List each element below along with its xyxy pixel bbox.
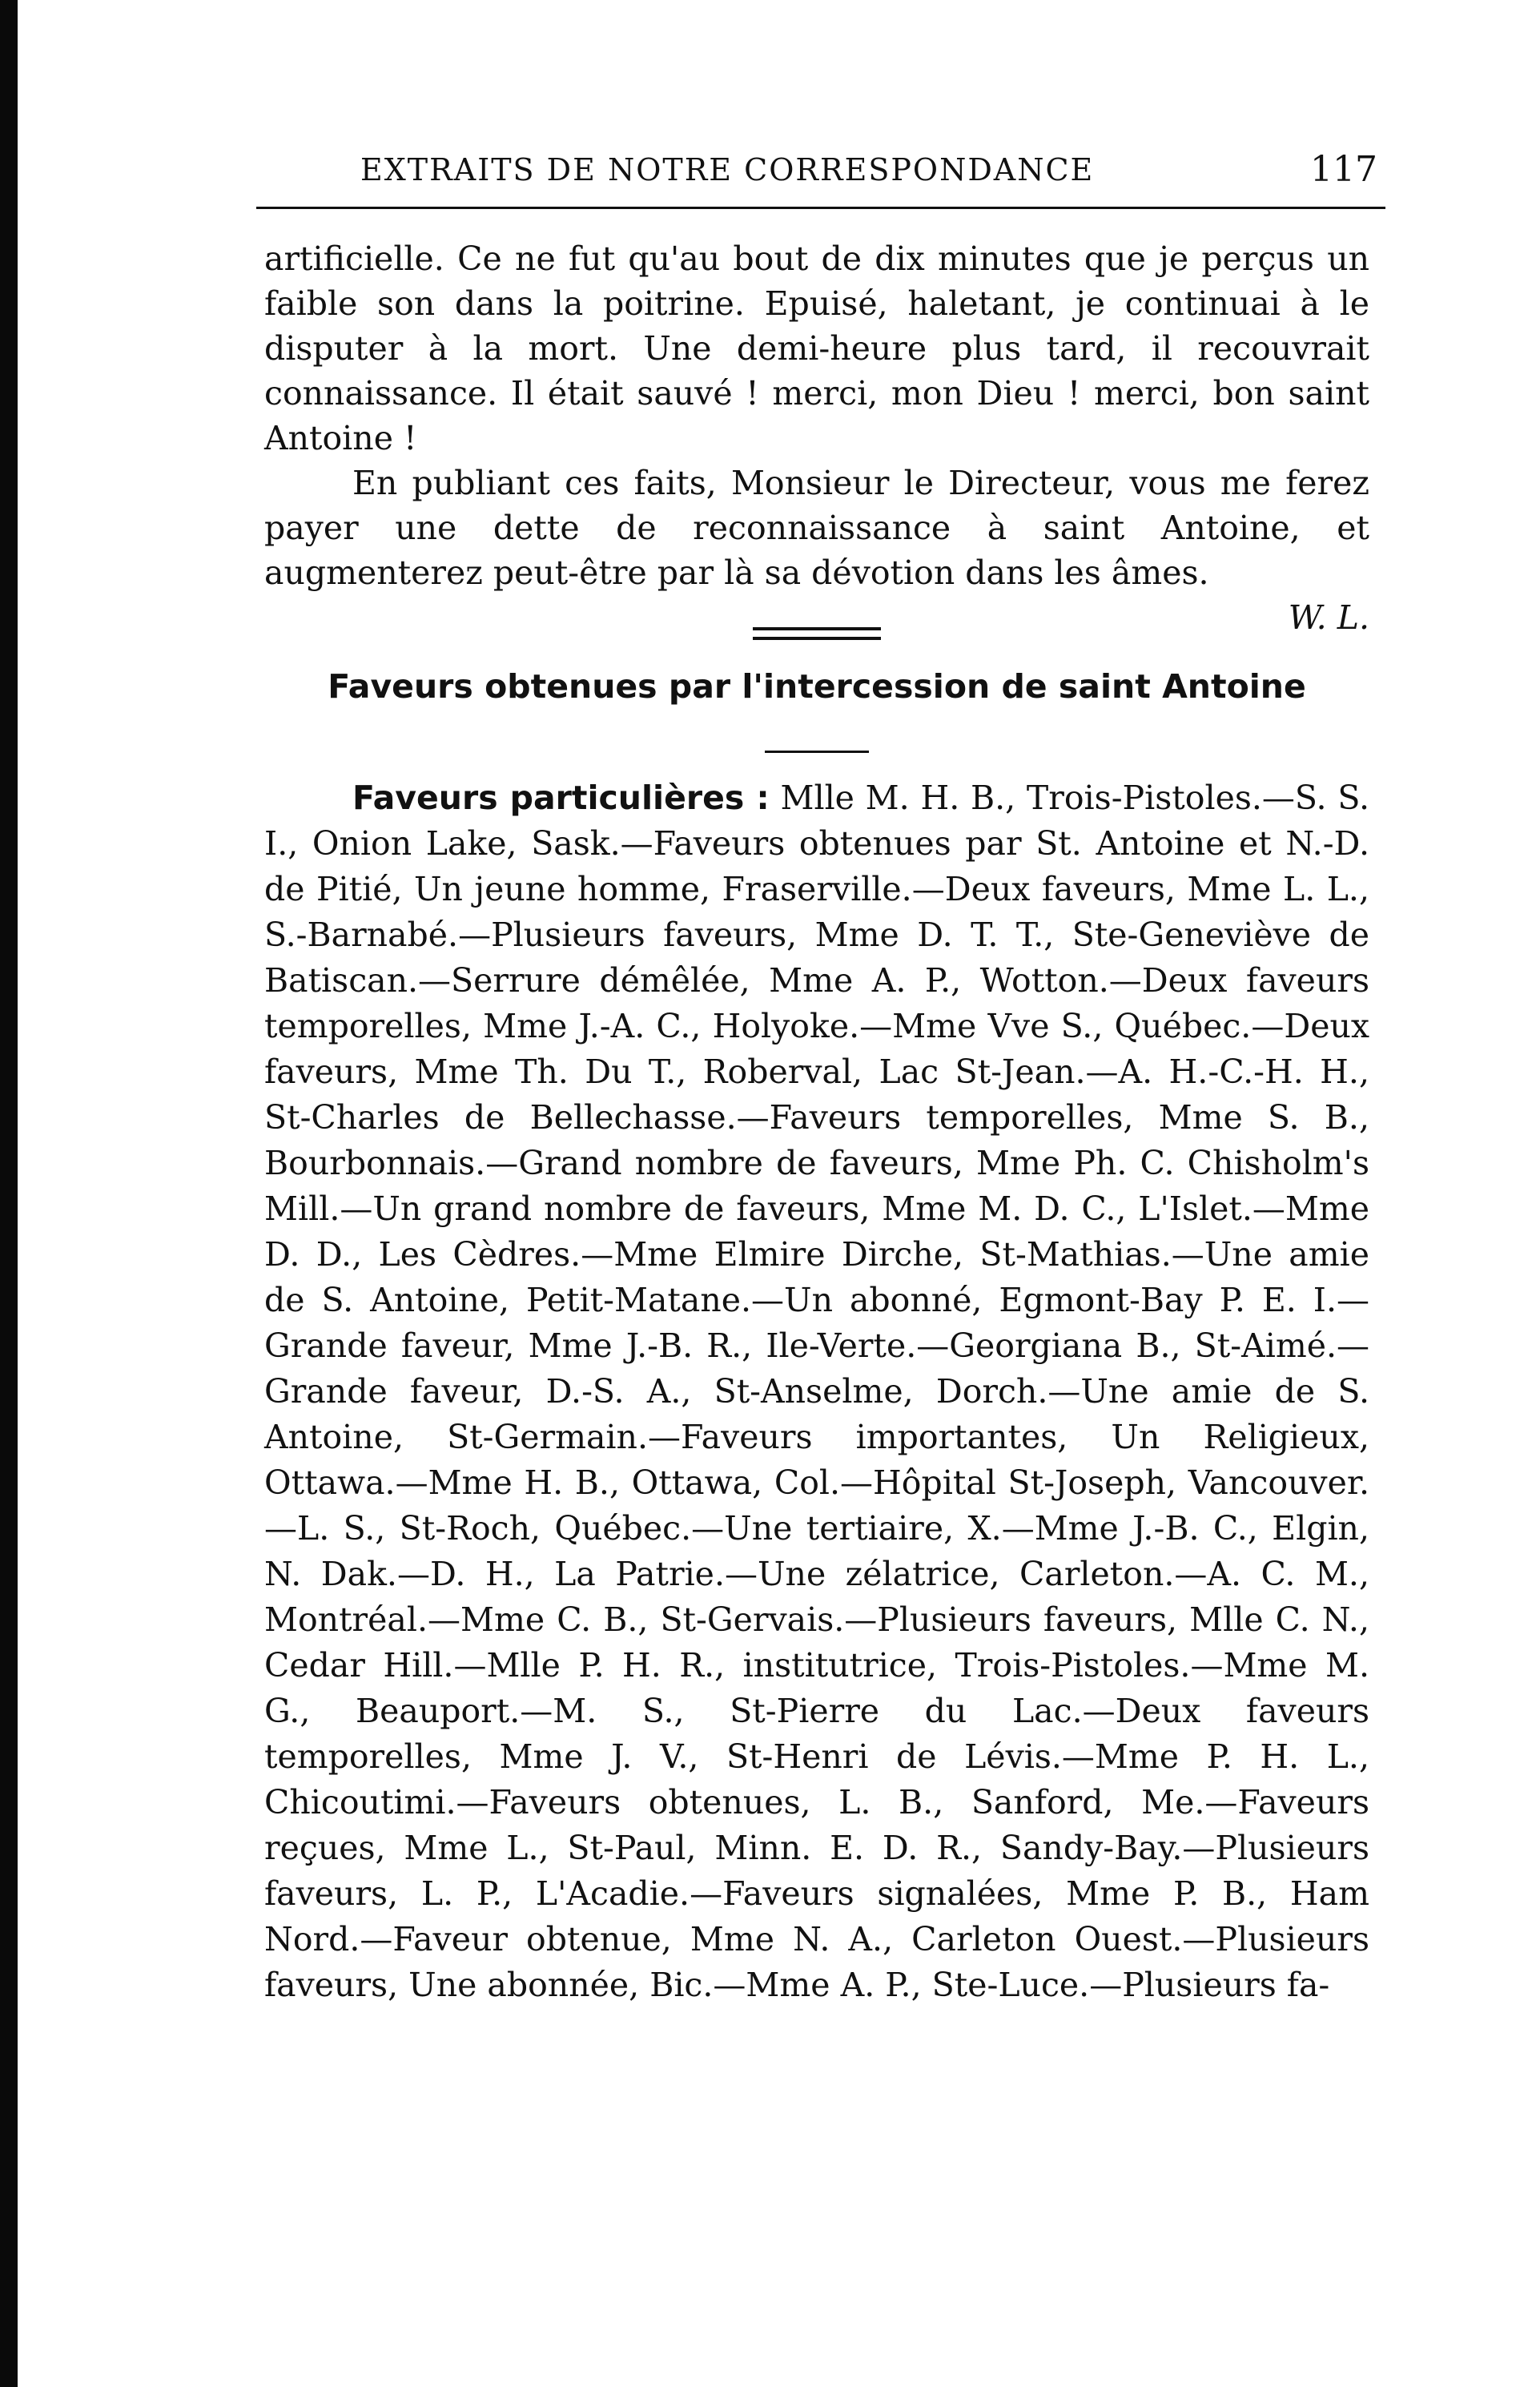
book-page — [264, 136, 1377, 2041]
favours-text: Mlle M. H. B., Trois-Pistoles.—S. S. I., Onion Lake, Sask.—Faveurs obtenues par St. Antoine et N.-D. de Pitié, Un jeune homme, Fraserville.—Deux faveurs, Mme L. L., S.-Barnabé.—Plusieurs faveurs, Mme D. T. T., Ste-Geneviève de Batiscan.—Serrure démêlée, Mme A. P., Wotton.—Deux faveurs temporelles, Mme J.-A. C., Holyoke.—Mme Vve S., Québec.—Deux faveurs, Mme Th. Du T., Roberval, Lac St-Jean.—A. H.-C.-H. H., St-Charles de Bellechasse.—Faveurs temporelles, Mme S. B., Bourbonnais.—Grand nombre de faveurs, Mme Ph. C. Chisholm's Mill.—Un grand nombre de faveurs, Mme M. D. C., L'Islet.—Mme D. D., Les Cèdres.—Mme Elmire Dirche, St-Mathias.—Une amie de S. Antoine, Petit-Matane.—Un abonné, Egmont-Bay P. E. I.—Grande faveur, Mme J.-B. R., Ile-Verte.—Georgiana B., St-Aimé.—Grande faveur, D.-S. A., St-Anselme, Dorch.—Une amie de S. Antoine, St-Germain.—Faveurs importantes, Un Religieux, Ottawa.—Mme H. B., Ottawa, Col.—Hôpital St-Joseph, Vancouver.—L. S., St-Roch, Québec.—Une tertiaire, X.—Mme J.-B. C., Elgin, N. Dak.—D. H., La Patrie.—Une zélatrice, Carleton.—A. C. M., Montréal.—Mme C. B., St-Gervais.—Plusieurs faveurs, Mlle C. N., Cedar Hill.—Mlle P. H. R., institutrice, Trois-Pistoles.—Mme M. G., Beauport.—M. S., St-Pierre du Lac.—Deux faveurs temporelles, Mme J. V., St-Henri de Lévis.—Mme P. H. L., Chicoutimi.—Faveurs obtenues, L. B., Sanford, Me.—Faveurs reçues, Mme L., St-Paul, Minn. E. D. R., Sandy-Bay.—Plusieurs faveurs, L. P., L'Acadie.—Faveurs signalées, Mme P. B., Ham Nord.—Faveur obtenue, Mme N. A., Carleton Ouest.—Plusieurs faveurs, Une abonnée, Bic.—Mme A. P., Ste-Luce.—Plusieurs fa- — [264, 779, 1369, 2004]
letter-text — [264, 236, 1369, 637]
letter-paragraph-2 — [264, 461, 1369, 637]
running-head — [264, 136, 1377, 200]
letter-signature: W. L. — [1288, 598, 1369, 637]
page-number: 117 — [1310, 149, 1377, 190]
letter-paragraph-1: artificielle. Ce ne fut qu'au bout de dix minutes que je perçus un faible son dans la poitrine. Epuisé, haletant, je continuai à le disputer à la mort. Une demi-heure plus tard, il recouvrait connaissance. Il était sauvé ! merci, mon Dieu ! merci, bon saint Antoine ! — [264, 240, 1369, 457]
favours-subheading: Faveurs particulières : — [352, 779, 770, 817]
section-short-rule — [765, 751, 869, 753]
scan-edge-shadow — [0, 0, 18, 2387]
favours-paragraph — [264, 775, 1369, 2008]
section-double-rule — [753, 627, 881, 640]
letter-paragraph-2-text: En publiant ces faits, Monsieur le Directeur, vous me ferez payer une dette de reconnaissance à saint Antoine, et augmenterez peut-être par là sa dévotion dans les âmes. — [264, 464, 1369, 592]
header-rule — [256, 207, 1385, 209]
section-heading: Faveurs obtenues par l'intercession de saint Antoine — [328, 667, 1306, 706]
running-title: EXTRAITS DE NOTRE CORRESPONDANCE — [360, 152, 1095, 187]
